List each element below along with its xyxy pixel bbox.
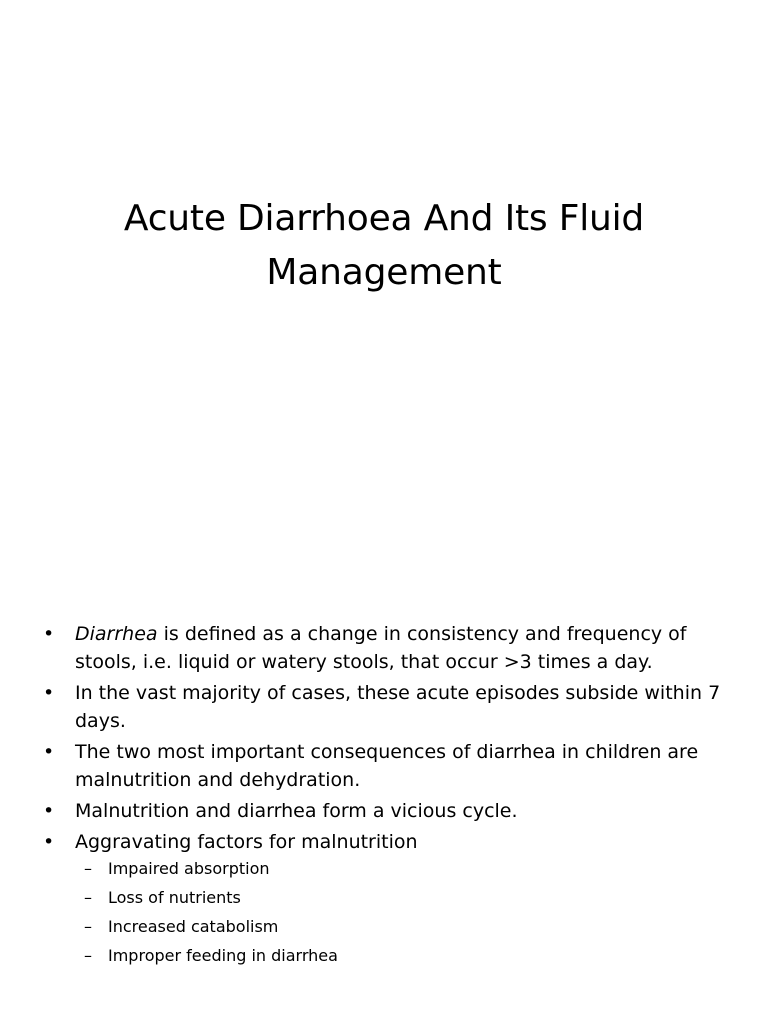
bullet-list <box>42 620 732 974</box>
bullet-marker: • <box>43 800 55 822</box>
bullet-item-consequences <box>42 738 732 794</box>
sub-bullet-text: Impaired absorption <box>108 859 270 878</box>
sub-bullet-item <box>75 916 732 938</box>
sub-bullet-item <box>75 887 732 909</box>
bullet-text <box>75 623 687 673</box>
sub-bullet-text: Improper feeding in diarrhea <box>108 946 338 965</box>
bullet-marker: • <box>43 623 55 645</box>
slide-title: Acute Diarrhoea And Its Fluid Management <box>123 198 645 293</box>
bullet-item-definition <box>42 620 732 676</box>
sub-bullet-marker: – <box>84 917 92 936</box>
sub-bullet-text: Increased catabolism <box>108 917 279 936</box>
sub-bullet-list <box>75 858 732 967</box>
sub-bullet-marker: – <box>84 888 92 907</box>
bullet-text: In the vast majority of cases, these acute episodes subside within 7 days. <box>75 682 721 732</box>
bullet-emphasis: Diarrhea <box>75 623 158 645</box>
bullet-marker: • <box>43 831 55 853</box>
bullet-text-rest: is defined as a change in consistency and frequency of stools, i.e. liquid or watery stools, that occur >3 times a day. <box>75 623 687 673</box>
bullet-item-vicious-cycle <box>42 797 732 825</box>
sub-bullet-item <box>75 858 732 880</box>
bullet-text: Aggravating factors for malnutrition <box>75 831 418 853</box>
bullet-marker: • <box>43 741 55 763</box>
bullet-text: Malnutrition and diarrhea form a vicious cycle. <box>75 800 518 822</box>
sub-bullet-marker: – <box>84 859 92 878</box>
sub-bullet-text: Loss of nutrients <box>108 888 241 907</box>
bullet-item-duration <box>42 679 732 735</box>
bullet-item-aggravating-factors <box>42 828 732 967</box>
sub-bullet-marker: – <box>84 946 92 965</box>
bullet-text: The two most important consequences of diarrhea in children are malnutrition and dehydration. <box>75 741 699 791</box>
bullet-marker: • <box>43 682 55 704</box>
sub-bullet-item <box>75 945 732 967</box>
